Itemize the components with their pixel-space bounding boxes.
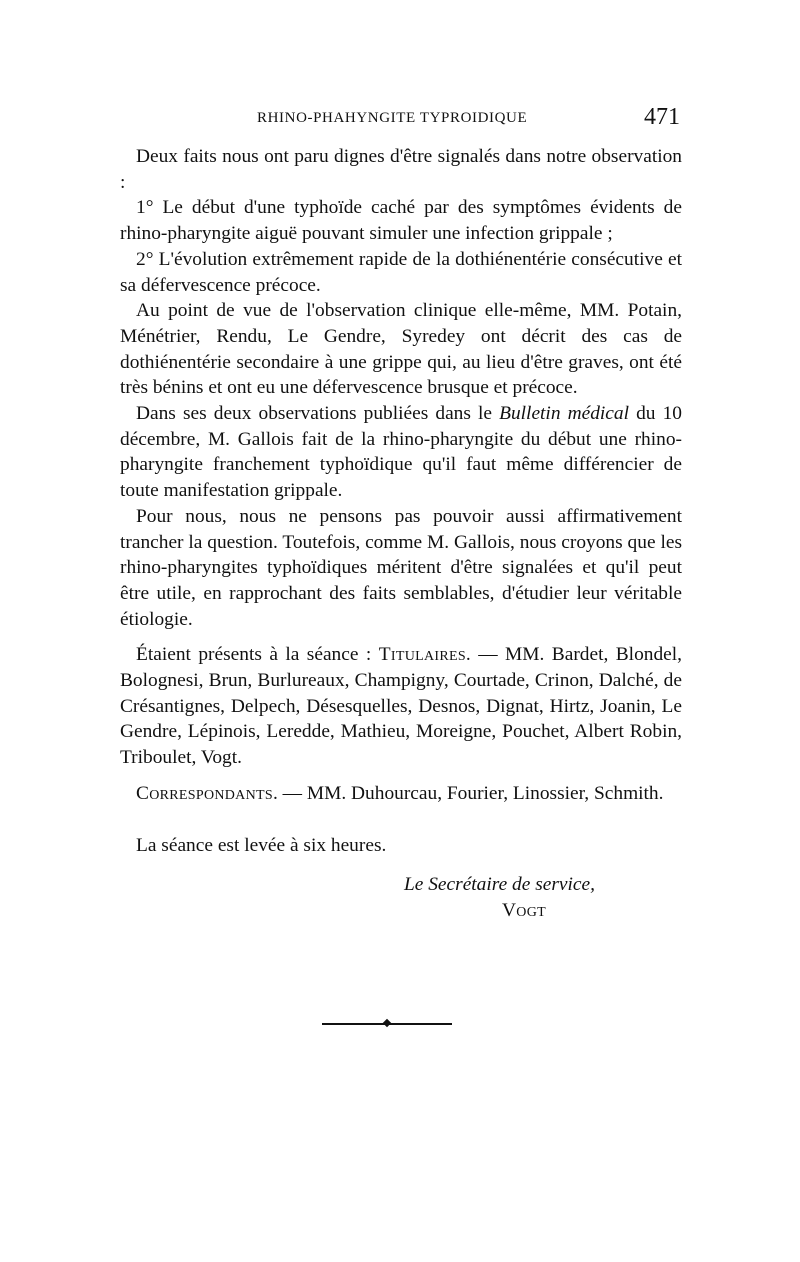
gallois-text-after: du 10 décembre, M. Gallois fait de la rhino-pharyngite du début une rhino-pharyngite franchement typhoïdique qu'il faut même différencier de toute manifestation grippale. xyxy=(120,403,682,502)
attendance-intro: Étaient présents à la séance : xyxy=(136,644,379,666)
paragraph-point-1: 1° Le début d'une typhoïde caché par des symptômes évidents de rhino-pharyngite aiguë pouvant simuler une infection grippale ; xyxy=(120,197,682,245)
paragraph-intro: Deux faits nous ont paru dignes d'être signalés dans notre observation : xyxy=(120,146,682,193)
attendance-titulaires xyxy=(120,642,682,771)
journal-title: Bulletin médical xyxy=(499,403,629,425)
paragraph-gallois xyxy=(120,401,682,504)
body-text xyxy=(120,144,682,858)
signature-role: Le Secrétaire de service, xyxy=(404,874,595,896)
rule-diamond-ornament xyxy=(383,1019,391,1027)
paragraph-conclusion: Pour nous, nous ne pensons pas pouvoir aussi affirmativement trancher la question. Toutefois, comme M. Gallois, nous croyons que les rhino-pharyngites typhoïdiques méritent d'être signalées et qu'il peut être utile, en rapprochant des faits semblables, d'étudier leur véritable étiologie. xyxy=(120,505,682,630)
gallois-text-before: Dans ses deux observations publiées dans le xyxy=(136,403,500,425)
paragraph-point-2: 2° L'évolution extrêmement rapide de la dothiénentérie consécutive et sa défervescence précoce. xyxy=(120,248,682,296)
end-rule xyxy=(322,1023,452,1025)
correspondants-label: Correspondants xyxy=(136,782,273,804)
titulaires-label: Titulaires xyxy=(378,644,466,666)
titulaires-names: . — MM. Bardet, Blondel, Bolognesi, Brun, Burlureaux, Champigny, Courtade, Crinon, Dalché, de Crésantignes, Delpech, Désesquelles, Desnos, Dignat, Hirtz, Joanin, Le Gendre, Lépinois, Leredde, Mathieu, Moreigne, Pouchet, Albert Robin, Triboulet, Vogt. xyxy=(120,644,682,769)
paragraph-clinical: Au point de vue de l'observation clinique elle-même, MM. Potain, Ménétrier, Rendu, Le Gendre, Syredey ont décrit des cas de dothiénentérie secondaire à une grippe qui, au lieu d'être graves, ont été très bénins et ont eu une défervescence brusque et précoce. xyxy=(120,300,682,399)
running-title: RHINO-PHAHYNGITE TYPROIDIQUE xyxy=(257,110,528,126)
page-number: 471 xyxy=(644,104,680,130)
attendance-correspondants xyxy=(120,781,682,807)
signature-name: Vogt xyxy=(502,899,546,921)
page xyxy=(120,104,682,924)
closing-line: La séance est levée à six heures. xyxy=(136,834,387,856)
signature-block xyxy=(120,872,682,923)
running-head xyxy=(120,104,682,144)
correspondants-names: . — MM. Duhourcau, Fourier, Linossier, Schmith. xyxy=(272,782,664,804)
